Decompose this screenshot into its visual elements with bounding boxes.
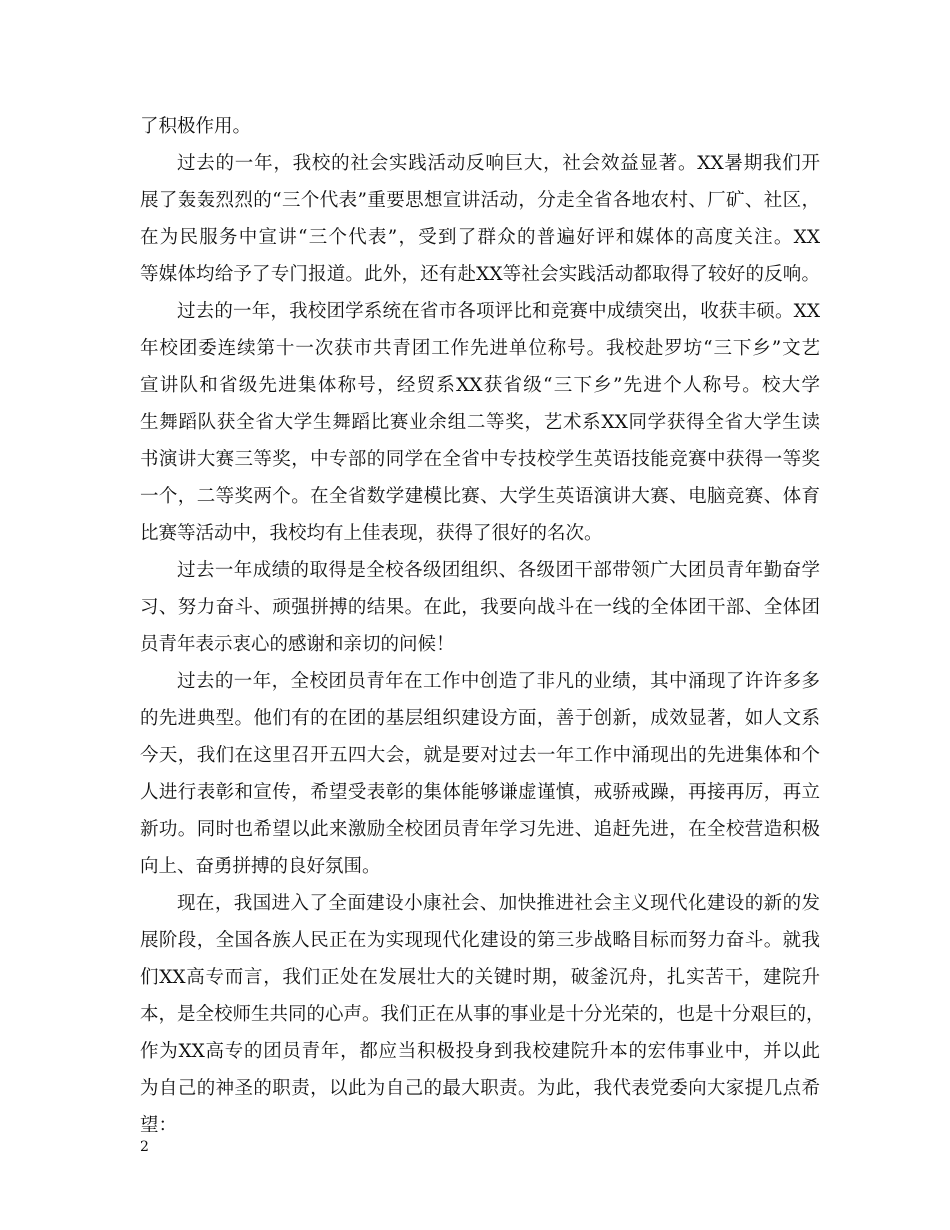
text-line: 过去的一年，我校团学系统在省市各项评比和竞赛中成绩突出，收获丰硕。XX: [177, 301, 820, 322]
text-line: 等媒体均给予了专门报道。此外，还有赴XX等社会实践活动都取得了较好的反响。: [140, 264, 820, 285]
text-line: 过去的一年，我校的社会实践活动反响巨大，社会效益显著。XX暑期我们开: [177, 153, 820, 174]
text-line: 人进行表彰和宣传，希望受表彰的集体能够谦虚谨慎，戒骄戒躁，再接再厉，再立: [140, 782, 820, 803]
text-line: 了积极作用。: [140, 116, 252, 137]
text-line: 展阶段，全国各族人民正在为实现现代化建设的第三步战略目标而努力奋斗。就我: [140, 930, 820, 951]
text-line: 习、努力奋斗、顽强拼搏的结果。在此，我要向战斗在一线的全体团干部、全体团: [140, 597, 820, 618]
text-line: 年校团委连续第十一次获市共青团工作先进单位称号。我校赴罗坊“三下乡”文艺: [140, 338, 820, 359]
text-line: 书演讲大赛三等奖，中专部的同学在全省中专技校学生英语技能竞赛中获得一等奖: [140, 449, 820, 470]
text-line: 向上、奋勇拼搏的良好氛围。: [140, 856, 381, 877]
text-line: 的先进典型。他们有的在团的基层组织建设方面，善于创新，成效显著，如人文系: [140, 708, 820, 729]
text-line: 们XX高专而言，我们正处在发展壮大的关键时期，破釜沉舟，扎实苦干，建院升: [140, 967, 820, 988]
text-line: 展了轰轰烈烈的“三个代表”重要思想宣讲活动，分走全省各地农村、厂矿、社区，: [140, 190, 820, 211]
text-line: 一个，二等奖两个。在全省数学建模比赛、大学生英语演讲大赛、电脑竞赛、体育: [140, 486, 820, 507]
text-line: 现在，我国进入了全面建设小康社会、加快推进社会主义现代化建设的新的发: [177, 893, 820, 914]
text-line: 今天，我们在这里召开五四大会，就是要对过去一年工作中涌现出的先进集体和个: [140, 745, 820, 766]
text-line: 望：: [140, 1115, 178, 1136]
text-line: 员青年表示衷心的感谢和亲切的问候！: [140, 634, 455, 655]
text-line: 作为XX高专的团员青年，都应当积极投身到我校建院升本的宏伟事业中，并以此: [140, 1041, 820, 1062]
text-line: 过去一年成绩的取得是全校各级团组织、各级团干部带领广大团员青年勤奋学: [177, 560, 820, 581]
text-line: 新功。同时也希望以此来激励全校团员青年学习先进、追赶先进，在全校营造积极: [140, 819, 820, 840]
text-line: 宣讲队和省级先进集体称号，经贸系XX获省级“三下乡”先进个人称号。校大学: [140, 375, 820, 396]
text-line: 本，是全校师生共同的心声。我们正在从事的事业是十分光荣的，也是十分艰巨的，: [140, 1004, 825, 1025]
text-line: 比赛等活动中，我校均有上佳表现，获得了很好的名次。: [140, 523, 603, 544]
text-line: 为自己的神圣的职责，以此为自己的最大职责。为此，我代表党委向大家提几点希: [140, 1078, 820, 1099]
text-line: 在为民服务中宣讲“三个代表”，受到了群众的普遍好评和媒体的高度关注。XX: [140, 227, 820, 248]
text-line: 生舞蹈队获全省大学生舞蹈比赛业余组二等奖，艺术系XX同学获得全省大学生读: [140, 412, 820, 433]
page-number: 2: [140, 1139, 149, 1155]
text-line: 过去的一年，全校团员青年在工作中创造了非凡的业绩，其中涌现了许许多多: [177, 671, 820, 692]
